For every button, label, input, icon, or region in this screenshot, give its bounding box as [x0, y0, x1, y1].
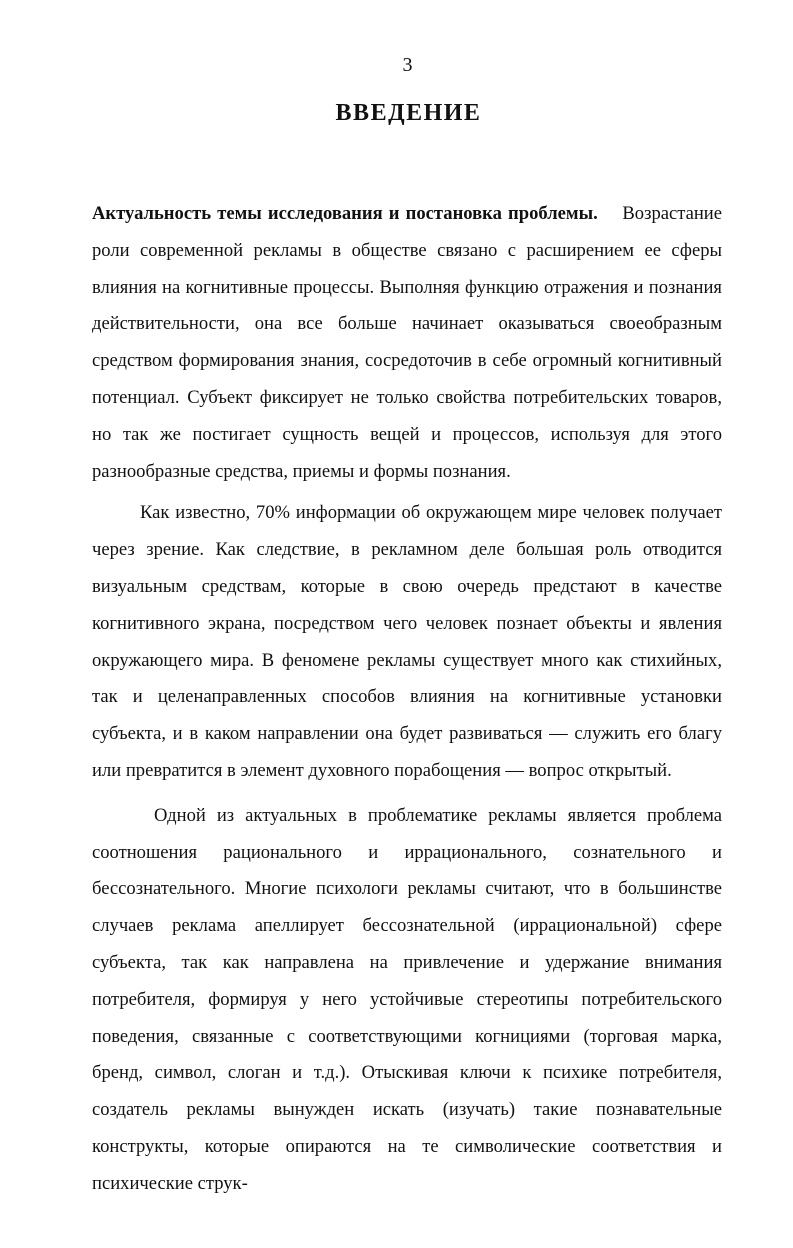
- paragraph-3: Одной из актуальных в проблематике рекламы является проблема соотношения рационального и иррационального, сознательного и бессознательного. Многие психологи рекламы считают, что в большинстве случаев реклама апеллирует бессознательной (иррациональной) сфере субъекта, так как направлена на привлечение и удержание внимания потребителя, формируя у него устойчивые стереотипы потребительского поведения, связанные с соответствующими когнициями (торговая марка, бренд, символ, слоган и т.д.). Отыскивая ключи к психике потребителя, создатель рекламы вынужден искать (изучать) такие познавательные конструкты, которые опираются на те символические соответствия и психические струк-: [92, 804, 722, 1194]
- body-text: [92, 196, 722, 1203]
- page-number: 3: [402, 54, 413, 76]
- chapter-title: ВВЕДЕНИЕ: [335, 100, 482, 126]
- paragraph-1-text: Возрастание роли современной рекламы в обществе связано с расширением ее сферы влияния на когнитивные процессы. Выполняя функцию отражения и познания действительности, она все больше начинает оказываться своеобразным средством формирования знания, сосредоточив в себе огромный когнитивный потенциал. Субъект фиксирует не только свойства потребительских товаров, но так же постигает сущность вещей и процессов, используя для этого разнообразные средства, приемы и формы познания.: [92, 203, 723, 482]
- paragraph-1: [92, 196, 722, 490]
- paragraph-1-lead: Актуальность темы исследования и постановка проблемы.: [92, 203, 598, 224]
- paragraph-2: Как известно, 70% информации об окружающем мире человек получает через зрение. Как следствие, в рекламном деле большая роль отводится визуальным средствам, которые в свою очередь предстают в качестве когнитивного экрана, посредством чего человек познает объекты и явления окружающего мира. В феномене рекламы существует много как стихийных, так и целенаправленных способов влияния на когнитивные установки субъекта, и в каком направлении она будет развиваться — служить его благу или превратится в элемент духовного порабощения — вопрос открытый.: [92, 502, 722, 781]
